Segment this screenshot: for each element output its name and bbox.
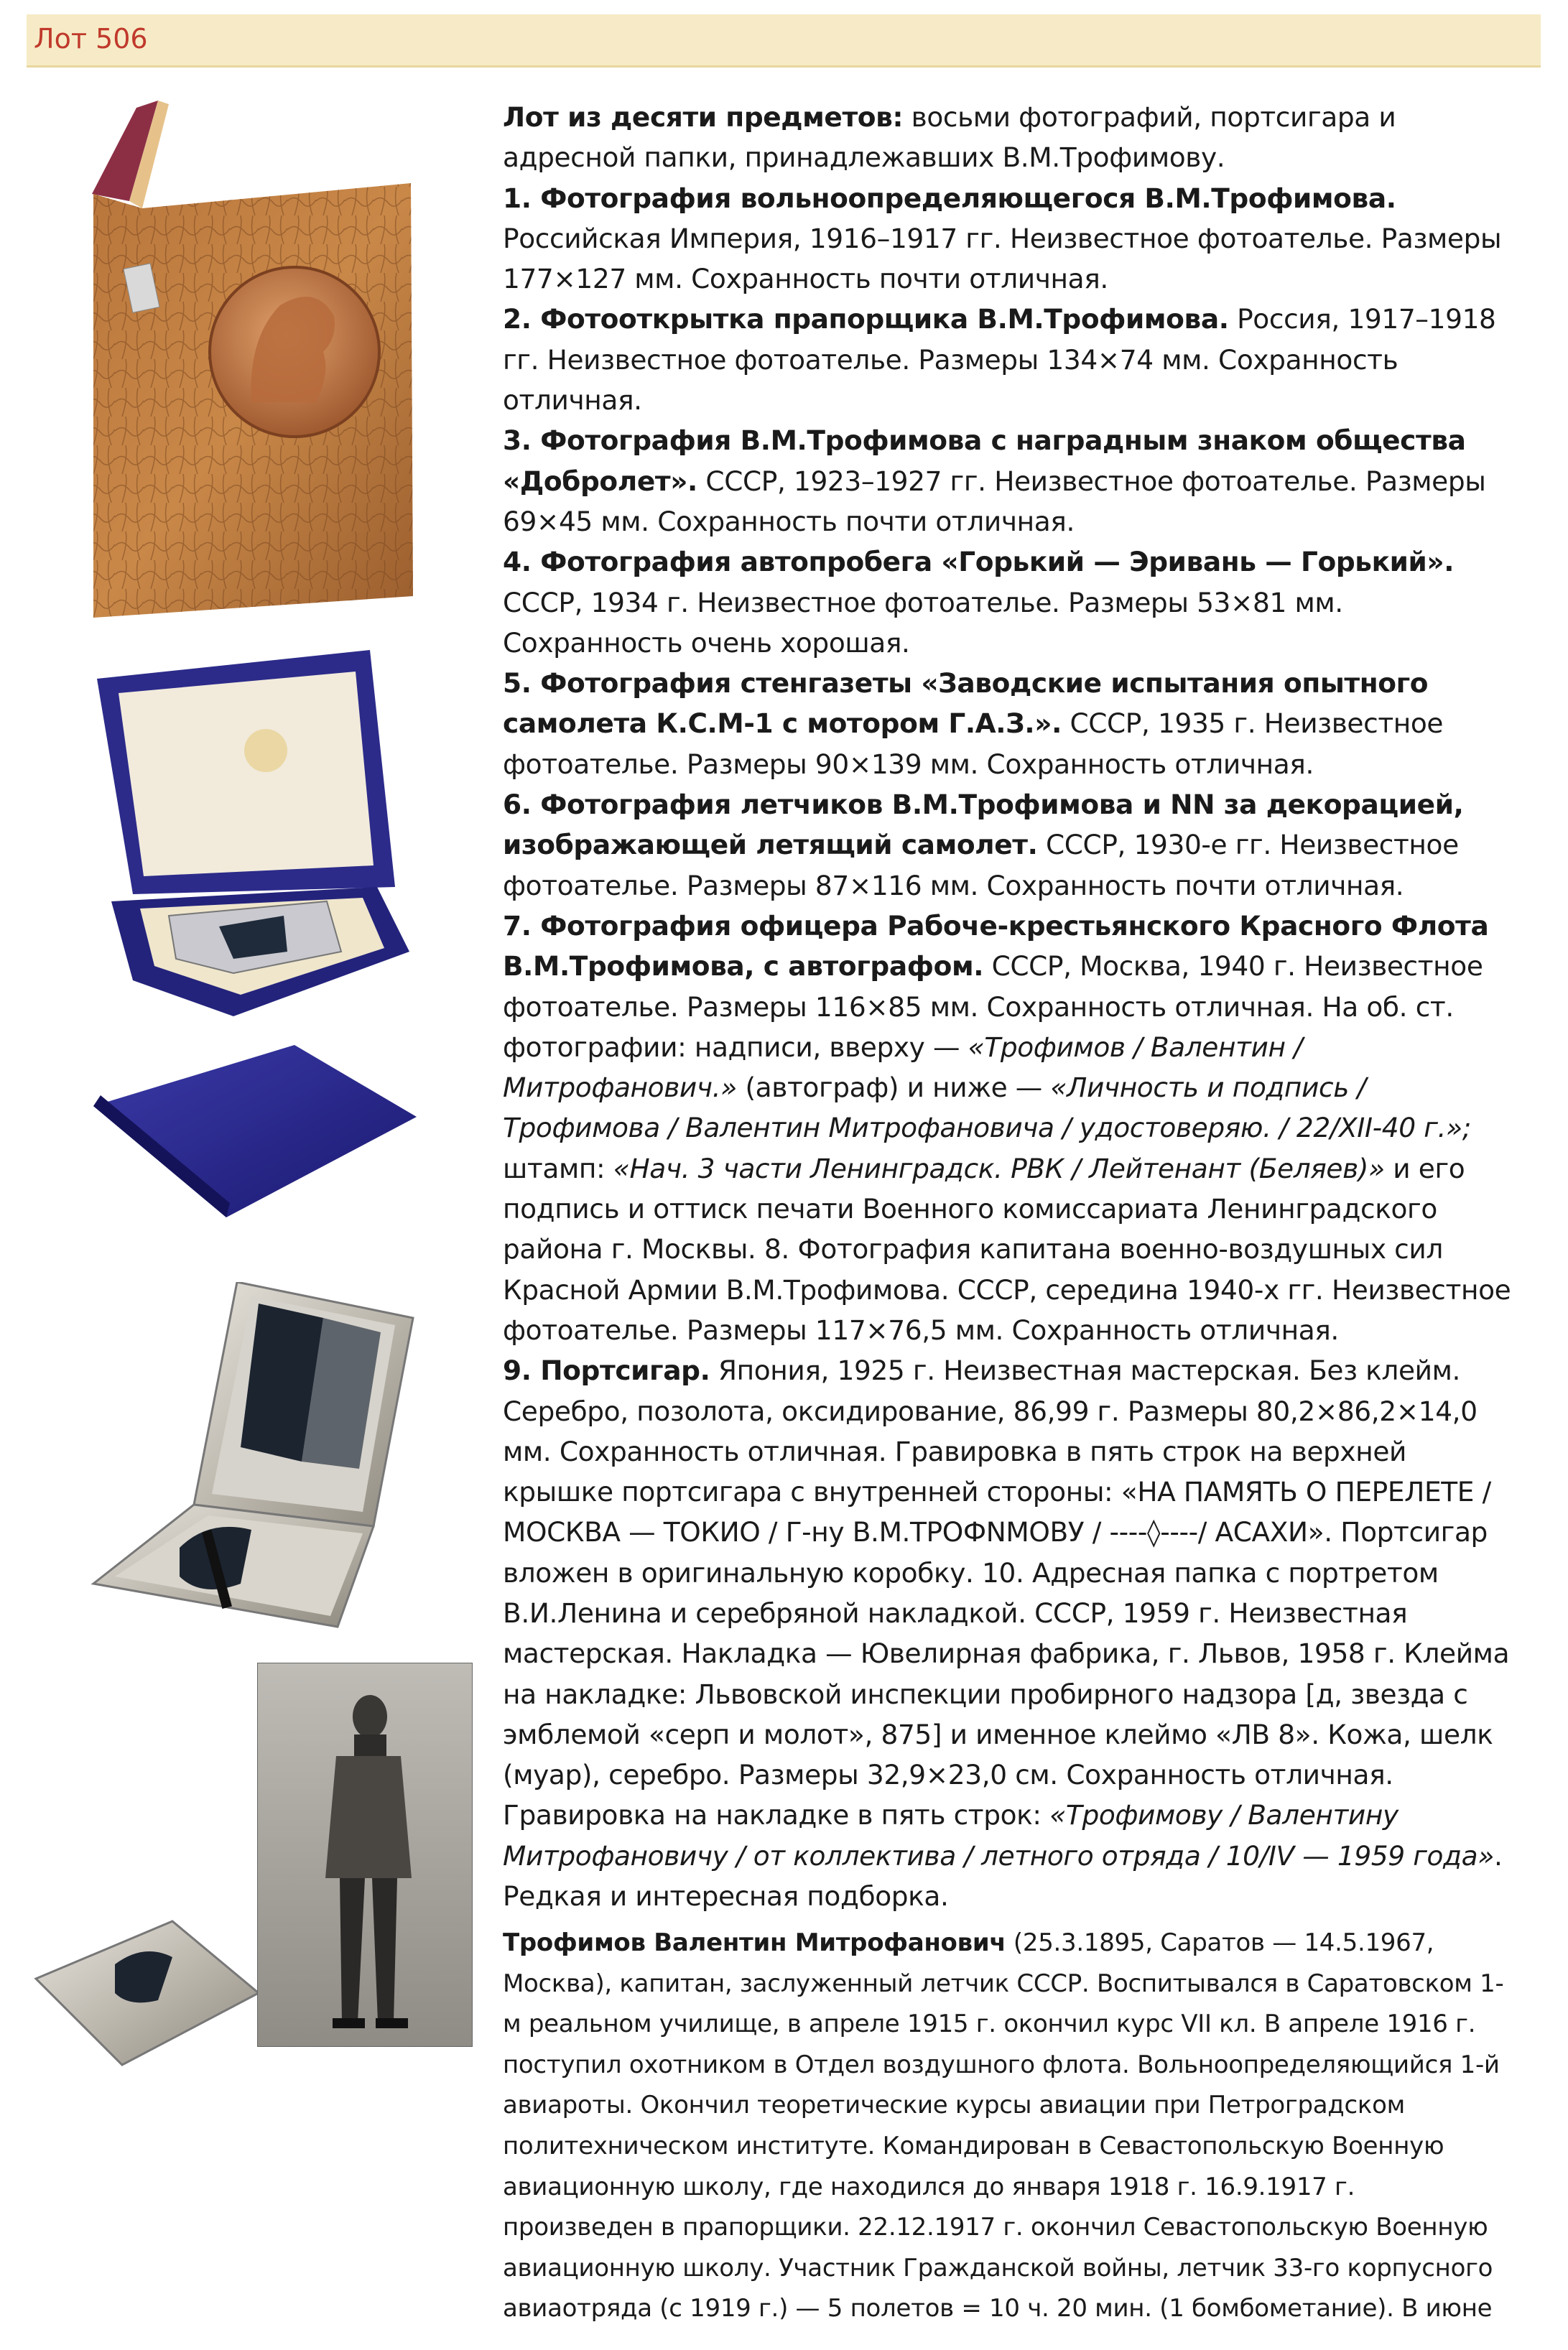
item-7-text-1: СССР, Москва, 1940 г. Неизвестное фотоателье. Размеры 116×85 мм. Сохранность отличная. На об. ст. фотографии: надписи, вверху —: [503, 950, 1483, 1063]
closed-box-photo: [86, 1038, 424, 1225]
address-folder-photo: [86, 101, 417, 625]
item-7-italic-3: «Нач. 3 части Ленинградск. РВК / Лейтенант (Беляев)»: [613, 1152, 1385, 1184]
biography: [503, 1923, 1512, 2329]
item-4: [503, 542, 1512, 663]
item-7-text-3: штамп:: [503, 1152, 613, 1184]
item-9-title: 9. Портсигар.: [503, 1355, 710, 1387]
closed-cigarette-case-photo: [29, 1914, 262, 2072]
item-4-title: 4. Фотография автопробега «Горький — Эривань — Горький».: [503, 546, 1455, 578]
item-7-text-2: (автограф) и ниже —: [736, 1072, 1051, 1104]
item-6: [503, 784, 1512, 906]
item-2: [503, 299, 1512, 420]
item-9: [503, 1350, 1512, 1876]
open-cigarette-case-photo: [86, 1282, 417, 1634]
item-3-title: 3. Фотография В.М.Трофимова с наградным знаком общества «Добролет».: [503, 424, 1466, 497]
item-7-title: 7. Фотография офицера Рабоче-крестьянского Красного Флота В.М.Трофимова, с автографом.: [503, 909, 1489, 983]
item-5: [503, 663, 1512, 784]
lot-title: Лот 506: [34, 23, 148, 55]
portrait-photo: [257, 1663, 473, 2047]
item-1-title: 1. Фотография вольноопределяющегося В.М.Трофимова.: [503, 182, 1396, 214]
item-5-title: 5. Фотография стенгазеты «Заводские испытания опытного самолета К.С.М-1 с мотором Г.А.З.».: [503, 667, 1429, 740]
item-7-text-4: и его подпись и оттиск печати Военного комиссариата Ленинградского района г. Москвы. 8. Фотография капитана военно-воздушных сил Красной Армии В.М.Трофимова. СССР, середина 1940-х гг. Неизвестное фотоателье. Размеры 117×76,5 мм. Сохранность отличная.: [503, 1152, 1511, 1346]
item-9-italic-1: «Трофимову / Валентину Митрофановичу / от коллектива / летного отряда / 10/IV — 1959 года»: [503, 1799, 1494, 1872]
open-box-photo: [90, 650, 417, 1023]
item-9-text-1: Япония, 1925 г. Неизвестная мастерская. Без клейм. Серебро, позолота, оксидирование, 86,99 г. Размеры 80,2×86,2×14,0 мм. Сохранность отличная. Гравировка в пять строк на верхней крышке портсигара с внутренней стороны: «НА ПАМЯТЬ О ПЕРЕЛЕТЕ / МОСКВА — ТОКИО / Г-ну В.М.ТРОФNМОВУ / ----◊----/ АСАХИ». Портсигар вложен в оригинальную коробку. 10. Адресная папка с портретом В.И.Ленина и серебряной накладкой. СССР, 1959 г. Неизвестная мастерская. Накладка — Ювелирная фабрика, г. Львов, 1958 г. Клейма на накладке: Львовской инспекции пробирного надзора [д, звезда с эмблемой «серп и молот», 875] и именное клеймо «ЛВ 8». Кожа, шелк (муар), серебро. Размеры 32,9×23,0 см. Сохранность отличная. Гравировка на накладке в пять строк:: [503, 1355, 1510, 1831]
item-6-text: СССР, 1930-е гг. Неизвестное фотоателье. Размеры 87×116 мм. Сохранность почти отличная.: [503, 829, 1459, 901]
item-2-title: 2. Фотооткрытка прапорщика В.М.Трофимова.: [503, 303, 1229, 335]
item-3: [503, 420, 1512, 542]
lot-header: [27, 14, 1541, 68]
intro-text: восьми фотографий, портсигара и адресной папки, принадлежавших В.М.Трофимову.: [503, 101, 1396, 174]
item-4-text: СССР, 1934 г. Неизвестное фотоателье. Размеры 53×81 мм. Сохранность очень хорошая.: [503, 586, 1343, 659]
item-6-title: 6. Фотография летчиков В.М.Трофимова и NN за декорацией, изображающей летящий самолет.: [503, 789, 1464, 861]
summary: Редкая и интересная подборка.: [503, 1880, 949, 1913]
bio-name: Трофимов Валентин Митрофанович: [503, 1928, 1006, 1957]
item-5-text: СССР, 1935 г. Неизвестное фотоателье. Размеры 90×139 мм. Сохранность отличная.: [503, 707, 1444, 780]
item-7-italic-1: «Трофимов / Валентин / Митрофанович.»: [503, 1031, 1303, 1104]
item-1: [503, 178, 1512, 299]
item-9-text-2: .: [1493, 1839, 1503, 1872]
intro-bold: Лот из десяти предметов:: [503, 101, 904, 133]
item-7: [503, 906, 1512, 1350]
item-3-text: СССР, 1923–1927 гг. Неизвестное фотоателье. Размеры 69×45 мм. Сохранность почти отличная.: [503, 465, 1486, 537]
lot-description: [503, 97, 1512, 1916]
item-1-text: Российская Империя, 1916–1917 гг. Неизвестное фотоателье. Размеры 177×127 мм. Сохранность почти отличная.: [503, 222, 1502, 295]
intro-paragraph: [503, 97, 1512, 178]
bio-text: (25.3.1895, Саратов — 14.5.1967, Москва), капитан, заслуженный летчик СССР. Воспитывался в Саратовском 1-м реальном училище, в апреле 1915 г. окончил курс VII кл. В апреле 1916 г. поступил охотником в Отдел воздушного флота. Вольноопределяющийся 1-й авиароты. Окончил теоретические курсы авиации при Петроградском политехническом институте. Командирован в Севастопольскую Военную авиационную школу, где находился до января 1918 г. 16.9.1917 г. произведен в прапорщики. 22.12.1917 г. окончил Севастопольскую Военную авиационную школу. Участник Гражданской войны, летчик 33-го корпусного авиаотряда (с 1919 г.) — 5 полетов = 10 ч. 20 мин. (1 бомбометание). В июне: [503, 1928, 1504, 2323]
item-2-text: Россия, 1917–1918 гг. Неизвестное фотоателье. Размеры 134×74 мм. Сохранность отличная.: [503, 303, 1496, 417]
item-7-italic-2: «Личность и подпись / Трофимова / Валентин Митрофановича / удостоверяю. / 22/XII-40 г.»;: [503, 1072, 1471, 1144]
